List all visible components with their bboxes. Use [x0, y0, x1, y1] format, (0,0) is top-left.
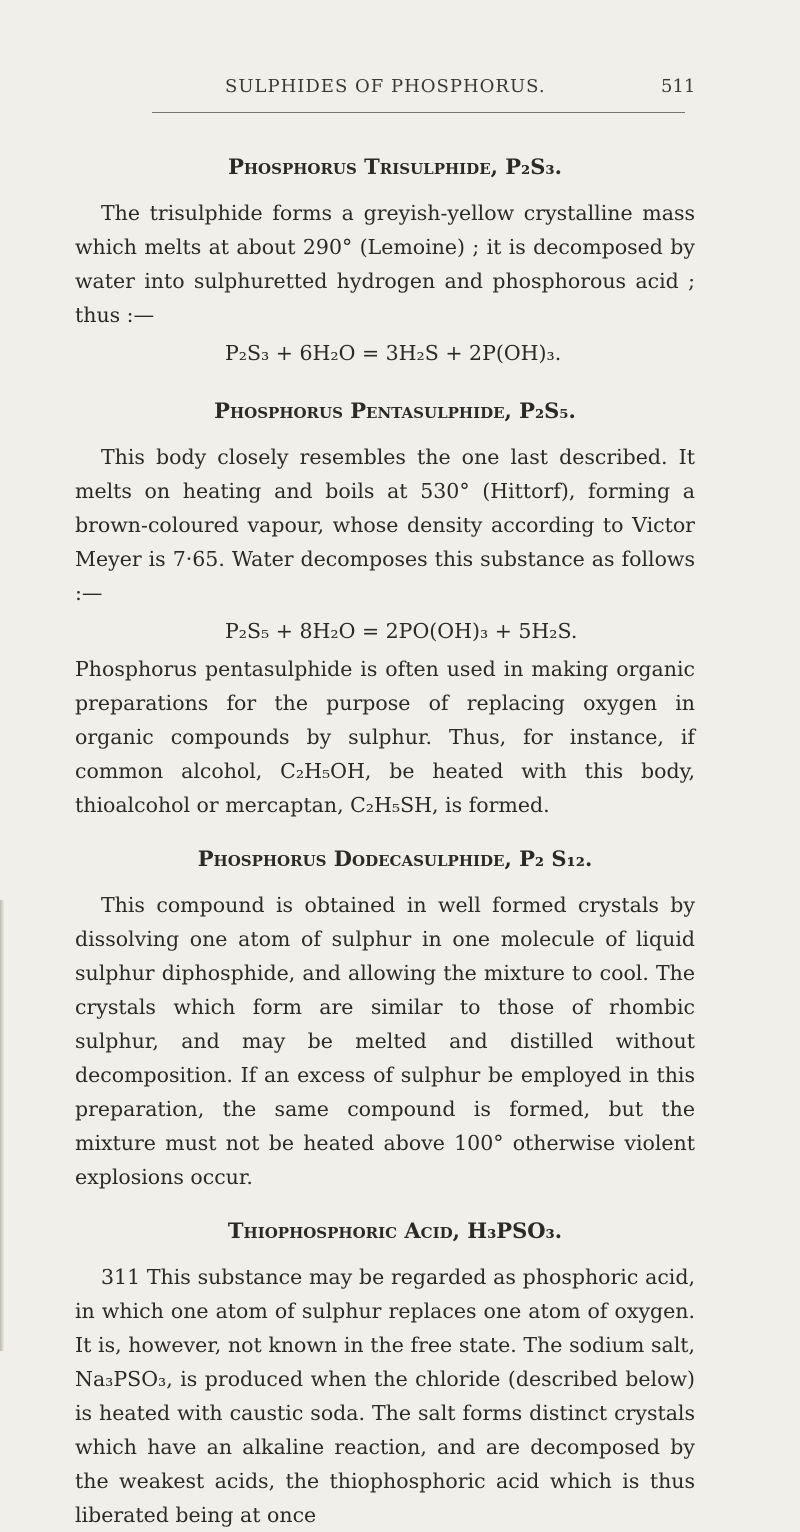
section-heading-dodecasulphide: Phosphorus Dodecasulphide, P₂ S₁₂. [197, 846, 593, 871]
paragraph-thiophosphoric: 311 This substance may be regarded as phosphoric acid, in which one atom of sulphur replaces one atom of oxygen. It is, however, not known in the free state. The sodium salt, Na₃PSO₃, is produced when the chloride (described below) is heated with caustic soda. The salt forms distinct crystals which have an alkaline reaction, and are decomposed by the weakest acids, the thiophosphoric acid which is thus liberated being at once [75, 1265, 695, 1527]
section-heading-trisulphide: Phosphorus Trisulphide, P₂S₃. [228, 154, 562, 179]
running-title: SULPHIDES OF PHOSPHORUS. [225, 76, 546, 97]
page-edge-shadow [0, 900, 4, 1351]
equation-trisulphide: P₂S₃ + 6H₂O = 3H₂S + 2P(OH)₃. [225, 341, 562, 365]
section-heading-pentasulphide: Phosphorus Pentasulphide, P₂S₅. [214, 398, 576, 423]
page-header [135, 72, 800, 108]
paragraph-pentasulphide: This body closely resembles the one last described. It melts on heating and boils at 530° (Hittorf), forming a brown-coloured vapour, whose density according to Victor Meyer is 7·65. Water decomposes this substance as follows :— [75, 445, 695, 605]
header-rule [152, 112, 685, 113]
equation-pentasulphide: P₂S₅ + 8H₂O = 2PO(OH)₃ + 5H₂S. [225, 619, 578, 643]
paragraph-trisulphide: The trisulphide forms a greyish-yellow crystalline mass which melts at about 290° (Lemoine) ; it is decomposed by water into sulphuretted hydrogen and phosphorous acid ; thus :— [75, 201, 695, 327]
section-heading-thiophosphoric: Thiophosphoric Acid, H₃PSO₃. [227, 1218, 563, 1243]
page-number: 511 [661, 76, 696, 97]
page-body [75, 150, 695, 1532]
paragraph-dodecasulphide: This compound is obtained in well formed crystals by dissolving one atom of sulphur in one molecule of liquid sulphur diphosphide, and allowing the mixture to cool. The crystals which form are similar to those of rhombic sulphur, and may be melted and distilled without decomposition. If an excess of sulphur be employed in this preparation, the same compound is formed, but the mixture must not be heated above 100° otherwise violent explosions occur. [75, 893, 695, 1189]
paragraph-pentasulphide-uses: Phosphorus pentasulphide is often used in making organic preparations for the purpose of replacing oxygen in organic compounds by sulphur. Thus, for instance, if common alcohol, C₂H₅OH, be heated with this body, thioalcohol or mercaptan, C₂H₅SH, is formed. [75, 657, 695, 817]
